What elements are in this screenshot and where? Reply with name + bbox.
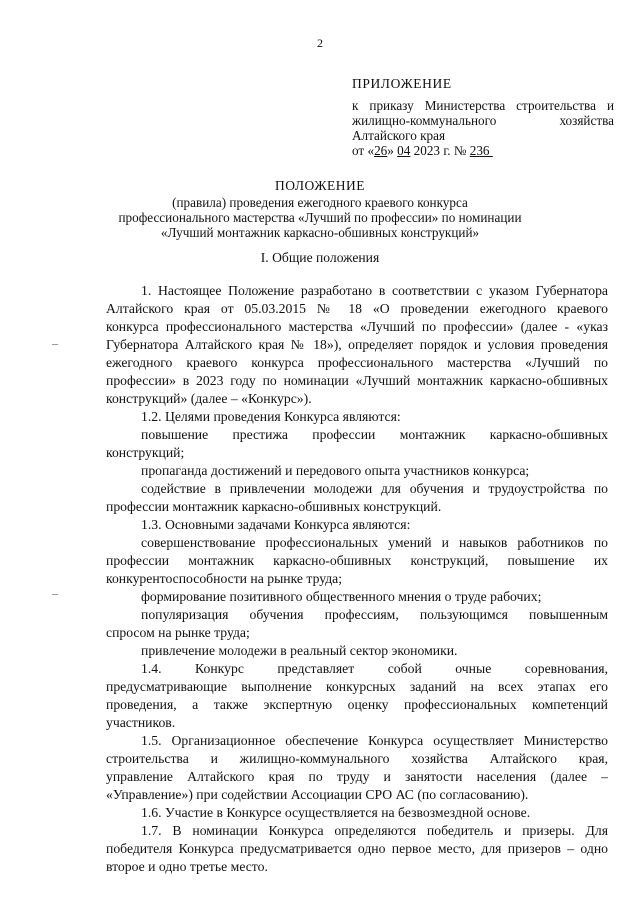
margin-mark: – — [52, 586, 58, 600]
body-line: профессии монтажник каркасно-обшивных конструкций, повышение их — [106, 553, 608, 568]
body-line: проведения, а также экспертную оценку профессиональных компетенций — [106, 697, 608, 712]
margin-mark: – — [52, 336, 58, 350]
body-line: совершенствование профессиональных умений и навыков работников по — [141, 535, 608, 550]
body-line: содействие в привлечении молодежи для обучения и трудоустройства по — [141, 481, 608, 496]
body-line: ежегодного краевого конкурса профессионального мастерства «Лучший по — [106, 355, 608, 370]
body-line: 1.2. Целями проведения Конкурса являются: — [141, 409, 401, 424]
body-line: победителя Конкурса предусматривается одно первое место, для призеров – одно — [106, 841, 608, 856]
document-title: ПОЛОЖЕНИЕ — [275, 178, 365, 193]
document-subtitle-2: профессионального мастерства «Лучший по профессии» по номинации — [118, 210, 522, 225]
body-line: 1.7. В номинации Конкурса определяются победитель и призеры. Для — [141, 823, 608, 838]
body-line: привлечение молодежи в реальный сектор экономики. — [141, 643, 458, 658]
body-line: профессии монтажник каркасно-обшивных конструкций. — [106, 499, 442, 514]
body-line: строительства и жилищно-коммунального хозяйства Алтайского края, — [106, 751, 608, 766]
body-line: 1.6. Участие в Конкурсе осуществляется на безвозмездной основе. — [141, 805, 531, 820]
body-line: популяризация обучения профессиям, пользующимся повышенным — [141, 607, 608, 622]
body-line: «Управление») при содействии Ассоциации СРО АС (по согласованию). — [106, 787, 529, 802]
appendix-title: ПРИЛОЖЕНИЕ — [352, 76, 452, 91]
order-day: 26 — [374, 143, 388, 158]
body-line: 1.3. Основными задачами Конкурса являются: — [141, 517, 411, 532]
body-line: управление Алтайского края по труду и занятости населения (далее – — [106, 769, 608, 784]
body-line: спросом на рынке труда; — [106, 625, 250, 640]
body-line: Губернатора Алтайского края № 18»), определяет порядок и условия проведения — [106, 337, 608, 352]
appendix-region-line: Алтайского края — [352, 128, 446, 143]
order-number: 236 — [469, 143, 490, 158]
body-line: предусматривающие выполнение конкурсных заданий на всех этапах его — [106, 679, 608, 694]
body-line: конструкций; — [106, 445, 185, 460]
body-line: конкурентоспособности на рынке труда; — [106, 571, 343, 586]
body-line: конструкций» (далее – «Конкурс»). — [106, 391, 312, 406]
body-line: конкурса профессионального мастерства «Лучший по профессии» (далее - «указ — [106, 319, 608, 334]
body-line: профессии» в 2023 году по номинации «Лучший монтажник каркасно-обшивных — [106, 373, 608, 388]
body-line: второе и одно третье место. — [106, 859, 268, 874]
order-month: 04 — [397, 143, 411, 158]
appendix-date-line: от «26» 04 2023 г. № 236 — [352, 143, 490, 158]
body-line: 1.4. Конкурс представляет собой очные соревнования, — [141, 661, 608, 676]
document-subtitle-3: «Лучший монтажник каркасно-обшивных конструкций» — [160, 225, 480, 240]
body-line: пропаганда достижений и передового опыта участников конкурса; — [141, 463, 530, 478]
body-line: формирование позитивного общественного мнения о труде рабочих; — [141, 589, 542, 604]
body-line: участников. — [106, 715, 176, 730]
body-line: 1.5. Организационное обеспечение Конкурса осуществляет Министерство — [141, 733, 608, 748]
appendix-ministry-line: жилищно-коммунального хозяйства — [352, 113, 614, 128]
appendix-order-line: к приказу Министерства строительства и — [352, 98, 614, 113]
document-subtitle-1: (правила) проведения ежегодного краевого конкурса — [172, 195, 468, 210]
section-title: I. Общие положения — [260, 250, 380, 265]
body-line: 1. Настоящее Положение разработано в соответствии с указом Губернатора — [141, 283, 608, 298]
page-number: 2 — [317, 36, 323, 50]
body-line: Алтайского края от 05.03.2015 № 18 «О проведении ежегодного краевого — [106, 301, 608, 316]
body-line: повышение престижа профессии монтажник каркасно-обшивных — [141, 427, 608, 442]
